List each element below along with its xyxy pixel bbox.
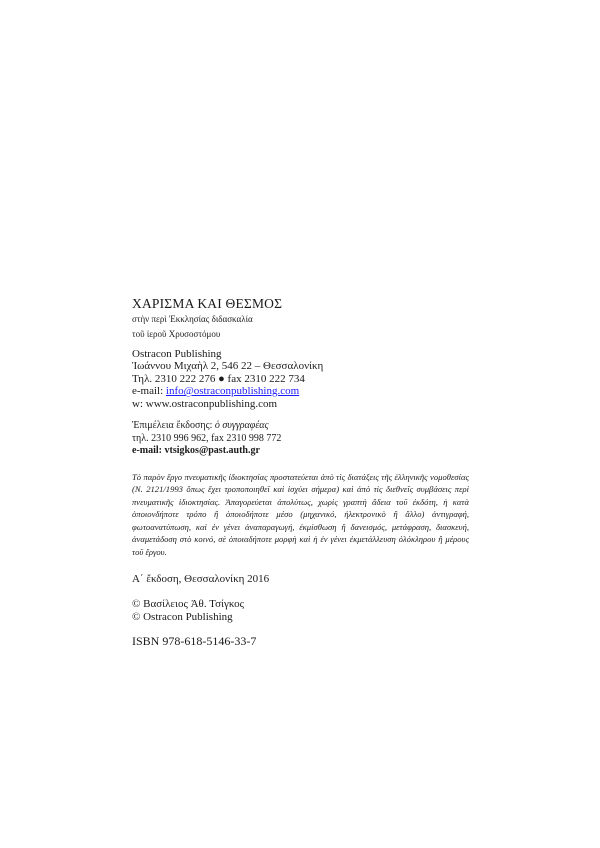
isbn: ISBN 978-618-5146-33-7 — [132, 634, 257, 648]
book-subtitle-line1: στὴν περὶ Ἐκκλησίας διδασκαλία — [132, 314, 253, 324]
edition-statement: Α΄ ἔκδοση, Θεσσαλονίκη 2016 — [132, 573, 270, 585]
editing-email: e-mail: vtsigkos@past.auth.gr — [132, 445, 260, 457]
publisher-info — [132, 348, 323, 410]
publisher-email-line — [132, 385, 323, 397]
legal-notice-text: Τὸ παρὸν ἔργο πνευματικῆς ἰδιοκτησίας προστατεύεται ἀπὸ τὶς διατάξεις τῆς ἑλληνικῆς νομοθεσίας (Ν. 2121/1993 ὅπως ἔχει τροποποιηθεῖ καὶ ἰσχύει σήμερα) καὶ ἀπὸ τὶς διεθνεῖς συμβάσεις περὶ πνευματικῆς ἰδιοκτησίας. Ἀπαγορεύεται ἀπολύτως, χωρὶς γραπτὴ ἄδεια τοῦ ἐκδότη, ἡ κατὰ ὁποιονδήποτε τρόπο ἢ ὁποιοδήποτε μέσο (μηχανικό, ἠλεκτρονικὸ ἢ ἄλλο) ἀντιγραφή, φωτοανατύπωση, καὶ ἐν γένει ἀναπαραγωγή, ἐκμίσθωση ἢ δανεισμός, μετάφραση, διασκευή, ἀναμετάδοση στὸ κοινό, σὲ ὁποιαδήποτε μορφὴ καὶ ἡ ἐν γένει ἐκμετάλλευση ὁλόκληρου ἢ μέρους τοῦ ἔργου. — [132, 472, 469, 557]
book-title: ΧΑΡΙΣΜΑ ΚΑΙ ΘΕΣΜΟΣ — [132, 296, 283, 311]
copyright-block — [132, 598, 244, 623]
editing-line — [132, 420, 281, 433]
editing-by: ὁ συγγραφέας — [214, 420, 269, 431]
editing-phone-fax: τηλ. 2310 996 962, fax 2310 998 772 — [132, 432, 282, 444]
editing-info — [132, 420, 281, 458]
book-subtitle-line2: τοῦ ἱεροῦ Χρυσοστόμου — [132, 329, 221, 339]
publisher-phone-fax: Τηλ. 2310 222 276 ● fax 2310 222 734 — [132, 372, 305, 385]
legal-notice — [132, 471, 469, 558]
publisher-name: Ostracon Publishing — [132, 348, 222, 360]
copyright-author: © Βασίλειος Ἀθ. Τσίγκος — [132, 598, 244, 610]
publisher-address: Ἰωάννου Μιχαὴλ 2, 546 22 – Θεσσαλονίκη — [132, 360, 324, 373]
publisher-web: w: www.ostraconpublishing.com — [132, 397, 278, 410]
publisher-email-label: e-mail: — [132, 385, 166, 398]
editing-label: Ἐπιμέλεια ἔκδοσης: — [132, 420, 215, 431]
copyright-publisher: © Ostracon Publishing — [132, 610, 233, 623]
publisher-email-link[interactable]: info@ostraconpublishing.com — [165, 385, 300, 398]
